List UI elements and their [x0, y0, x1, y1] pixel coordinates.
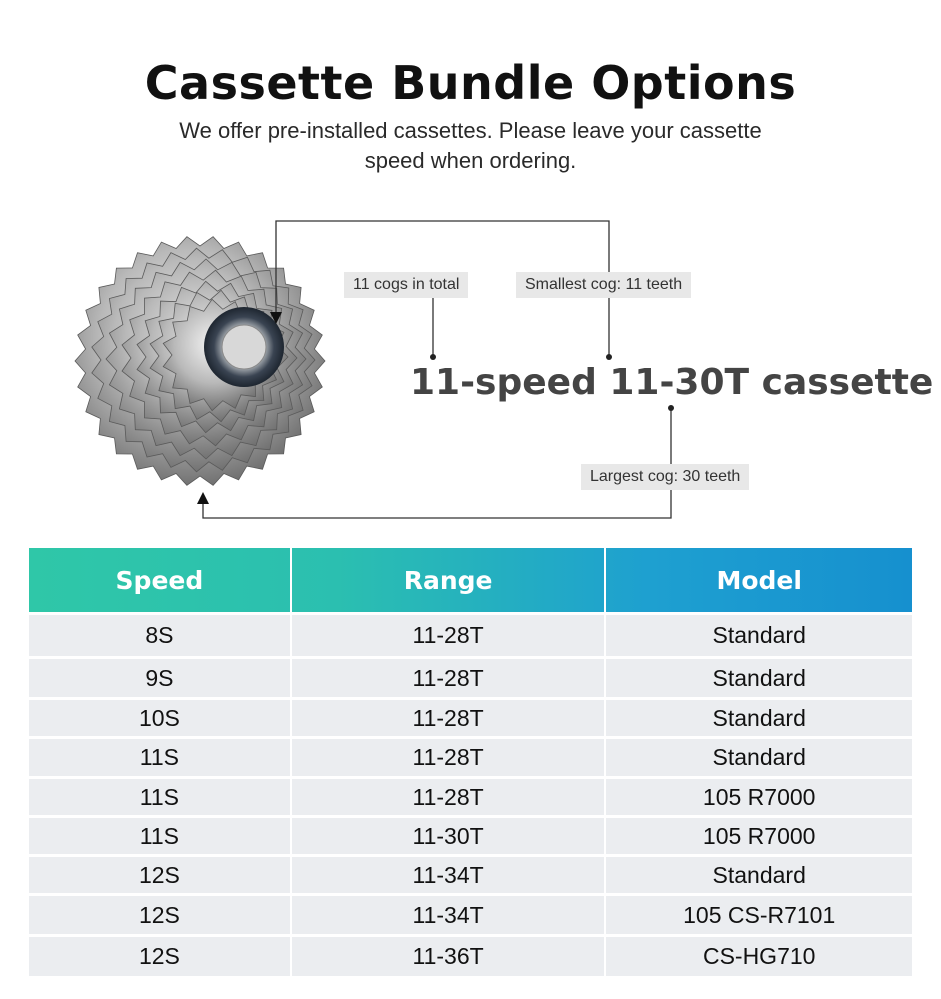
column-header-model: Model	[716, 565, 802, 595]
freehub-bore	[222, 325, 266, 369]
page-title: Cassette Bundle Options	[144, 56, 797, 110]
model-cell: Standard	[712, 704, 806, 731]
model-cell: Standard	[712, 744, 806, 770]
range-cell: 11-28T	[292, 779, 607, 815]
cogs-total-tag: 11 cogs in total	[344, 272, 468, 298]
table-row	[29, 934, 912, 976]
range-cell: 11-34T	[292, 857, 607, 893]
speed-cell: 11S	[29, 739, 292, 776]
model-cell: Standard	[712, 861, 806, 888]
cogs-dot	[430, 354, 436, 360]
speed-cell: 12S	[29, 857, 292, 893]
speed-cell: 12S	[29, 937, 292, 976]
table-row	[29, 656, 912, 697]
table-row	[29, 776, 912, 815]
table-row	[29, 893, 912, 934]
table-body	[29, 612, 912, 976]
cassette-headline: 11-speed 11-30T cassette	[410, 362, 934, 403]
column-header-speed: Speed	[29, 548, 292, 612]
table-row	[29, 854, 912, 893]
smallest-dot	[606, 354, 612, 360]
arrow-up-icon	[197, 492, 209, 504]
range-cell: 11-28T	[292, 739, 607, 776]
speed-cell: 11S	[29, 818, 292, 854]
table-header	[29, 548, 912, 612]
smallest-cog-tag: Smallest cog: 11 teeth	[516, 272, 691, 298]
table-row	[29, 815, 912, 854]
range-cell: 11-28T	[292, 700, 607, 736]
table-row	[29, 612, 912, 656]
model-cell: 105 R7000	[702, 783, 816, 810]
table-row	[29, 736, 912, 776]
speed-cell: 8S	[29, 615, 292, 656]
speed-cell: 12S	[29, 896, 292, 934]
model-cell: Standard	[712, 622, 806, 648]
model-cell: 105 CS-R7101	[683, 901, 836, 928]
model-cell: CS-HG710	[702, 943, 816, 969]
largest-cog-tag: Largest cog: 30 teeth	[581, 464, 749, 490]
speed-cell: 10S	[29, 700, 292, 736]
model-cell: Standard	[712, 664, 806, 691]
speed-cell: 11S	[29, 779, 292, 815]
cassette-options-table	[29, 548, 912, 976]
cassette-gears	[75, 237, 325, 486]
range-cell: 11-28T	[292, 615, 607, 656]
largest-dot	[668, 405, 674, 411]
range-cell: 11-28T	[292, 659, 607, 697]
speed-cell: 9S	[29, 659, 292, 697]
column-header-range: Range	[292, 548, 607, 612]
cassette-illustration	[0, 190, 941, 530]
model-cell: 105 R7000	[702, 822, 816, 849]
page-subtitle: We offer pre-installed cassettes. Please leave your cassette speed when ordering.	[179, 118, 762, 173]
table-row	[29, 697, 912, 736]
range-cell: 11-36T	[292, 937, 607, 976]
range-cell: 11-30T	[292, 818, 607, 854]
range-cell: 11-34T	[292, 896, 607, 934]
